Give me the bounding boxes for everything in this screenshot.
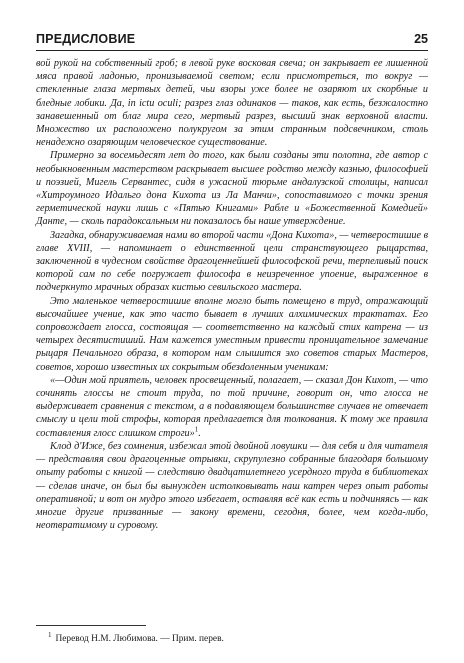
footnote-reference: 1 [194, 425, 199, 434]
paragraph-2: Примерно за восемьдесят лет до того, как были созданы эти полотна, где автор с необыкновенным мастерством раскрывает высшее родство между казнью, философией и поэзией, Мигель Сервантес, сидя в ужасной тюрьме андалузской столицы, написал «Хитроумного Идальго дона Кихота из Ла Манчи», сопоставимого с точки зрения герметической науки лишь с «Пятью Книгами» Рабле и «Божественной Комедией» Данте, — сколь парадоксальным ни показалось бы наше утверждение. [36, 150, 428, 228]
running-head: ПРЕДИСЛОВИЕ [36, 32, 136, 46]
quotation-text: «—Один мой приятель, человек просвещенный, полагает, — сказал Дон Кихот, — что сочинять глоссы не стоит труда, по той причине, говорит он, что глосса не выдерживает сравнения с текстом, а в подавляющем большинстве случаев не отвечает смыслу и цели той строфы, которая предлагается для толкования. К тому же правила составления глосс слишком строги» [36, 374, 428, 439]
paragraph-3: Загадка, обнаруживаемая нами во второй части «Дона Кихота», — четверостишие в главе XVIII, — напоминает о единственной цели странствующего рыцарства, заключенной в чудесном свойстве драгоценнейшей философской речи, терпеливый поиск которой сам по себе погружает философа в неизреченное упоение, выраженное в подчеркнуто мрачных образах кистью севильского мастера. [36, 229, 429, 294]
footnote-text: Перевод Н.М. Любимова. — Прим. перев. [55, 634, 224, 644]
footnote [48, 630, 428, 645]
page-header [36, 32, 428, 51]
paragraph-5: «—Один мой приятель, человек просвещенный, полагает, — сказал Дон Кихот, — что сочинять глоссы не стоит труда, по той причине, говорит он, что глосса не выдерживает сравнения с текстом, а в подавляющем большинстве случаев не отвечает смыслу и цели той строфы, которая предлагается для толкования. К тому же правила составления глосс слишком строги»$^1$. [36, 374, 428, 439]
paragraph-6: Клод д'Иже, без сомнения, избежал этой двойной ловушки — для себя и для читателя — представляя свои драгоценные отрывки, скрупулезно собранные благодаря большому опыту работы с книгой — следствию двадцатилетнего усердного труда в библиотеках — сделав иначе, он был бы вынужден истолковывать наш катрен через опыт работы оперативной; и вот он мудро этого избегает, оставляя всё как есть и подчиняясь — как многие другие призванные — закону времени, сегодня, более, чем когда-либо, неотвратимому и суровому. [36, 440, 428, 532]
page-number: 25 [414, 32, 428, 46]
paragraph-1: вой рукой на собственный гроб; в левой руке восковая свеча; он закрывает ее лишенной мяса правой ладонью, пронизываемой светом; если присмотреться, то вокруг — стекленные глаза мертвых детей, чьи взоры уже более не озаряют их скорбные и бледные лобики. Да, in ictu oculi; разрез глаз одинаков — таков, как есть, безжалостно занавешенный от благ мира сего, мертвый разрез, высший знак верховной власти. Множество их расположено полукругом за этим странным подсвечником, столь ненадежно озаряющим человеческое существование. [36, 58, 428, 149]
footnote-mark: 1 [48, 630, 52, 639]
paragraph-4: Это маленькое четверостишие вполне могло быть помещено в труд, отражающий высочайшее учение, как это часто бывает в лучших алхимических трактатах. Его сопровождает глосса, состоящая — соответственно на каждый стих катрена — из четырех десятистиший. Нам кажется уместным привести проницательное замечание рыцаря Печального образа, в котором нам слышится эхо советов старых Мастеров, советов, хорошо известных их сокрытым обезdоленным ученикам: [36, 295, 428, 373]
footnote-divider [36, 625, 146, 626]
body-text [36, 57, 428, 532]
